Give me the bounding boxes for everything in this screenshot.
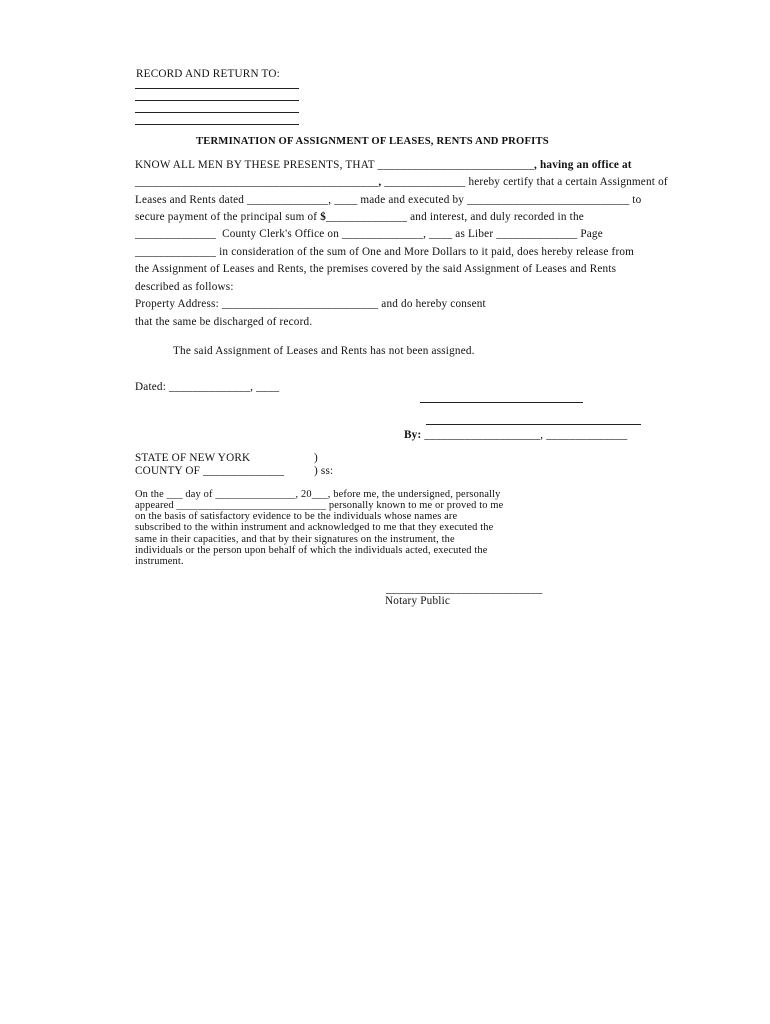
notary-signature-line: ___________________________ [386, 583, 543, 595]
return-address-line-4 [135, 124, 299, 125]
body-line-1: KNOW ALL MEN BY THESE PRESENTS, THAT ___________________________, having an office at [135, 159, 632, 171]
body-line-2: __________________________________________, ______________ hereby certify that a certain Assignment of [135, 176, 668, 188]
body-line-5: ______________ County Clerk's Office on ______________, ____ as Liber ______________ Page [135, 228, 603, 240]
acknowledgment-line-5: same in their capacities, and that by their signatures on the instrument, the [135, 534, 455, 545]
return-address-line-1 [135, 88, 299, 89]
return-address-line-2 [135, 100, 299, 101]
acknowledgment-line-7: instrument. [135, 556, 184, 567]
dated-line: Dated: ______________, ____ [135, 381, 280, 393]
venue-county: COUNTY OF ______________ [135, 465, 285, 477]
venue-ss: ) ss: [314, 465, 334, 477]
signature-line-1 [420, 402, 583, 403]
acknowledgment-line-3: on the basis of satisfactory evidence to be the individuals whose names are [135, 511, 458, 522]
acknowledgment-line-1: On the ___ day of _______________, 20___, before me, the undersigned, personally [135, 489, 501, 500]
notary-public-label: Notary Public [385, 595, 451, 607]
record-and-return-label: RECORD AND RETURN TO: [136, 68, 280, 80]
body-line-8: described as follows: [135, 281, 234, 293]
venue-paren: ) [314, 452, 318, 464]
body-line-9: Property Address: ___________________________ and do hereby consent [135, 298, 486, 310]
acknowledgment-line-4: subscribed to the within instrument and acknowledged to me that they executed the [135, 522, 494, 533]
body-line-4: secure payment of the principal sum of $______________ and interest, and duly recorded in the [135, 211, 584, 223]
body-line-10: that the same be discharged of record. [135, 316, 313, 328]
venue-state: STATE OF NEW YORK [135, 452, 251, 464]
return-address-line-3 [135, 112, 299, 113]
acknowledgment-line-2: appeared ____________________________ personally known to me or proved to me [135, 500, 504, 511]
by-signature-line: By: ____________________, ______________ [404, 429, 628, 441]
body-line-3: Leases and Rents dated ______________, ____ made and executed by ____________________________ to [135, 194, 642, 206]
document-title: TERMINATION OF ASSIGNMENT OF LEASES, RENTS AND PROFITS [196, 136, 549, 147]
signature-line-2 [426, 424, 641, 425]
body-line-6: ______________ in consideration of the sum of One and More Dollars to it paid, does hereby release from [135, 246, 635, 258]
not-assigned-statement: The said Assignment of Leases and Rents has not been assigned. [173, 345, 475, 357]
body-line-7: the Assignment of Leases and Rents, the premises covered by the said Assignment of Leases and Rents [135, 263, 617, 275]
acknowledgment-line-6: individuals or the person upon behalf of which the individuals acted, executed the [135, 545, 488, 556]
